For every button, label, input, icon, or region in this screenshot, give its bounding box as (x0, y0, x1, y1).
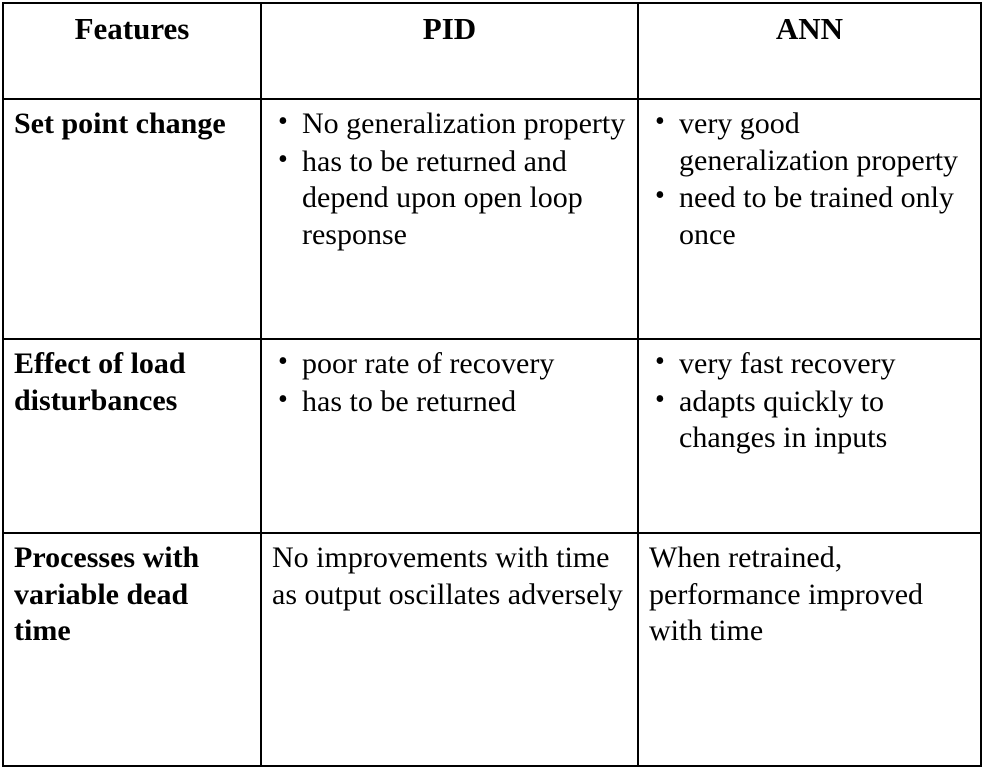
feature-label-set-point-change: Set point change (3, 99, 261, 339)
list-item: • No generalization property (272, 106, 627, 143)
document-page (0, 2, 982, 723)
table-row (3, 533, 981, 766)
bullet-list (649, 346, 970, 457)
pid-cell-set-point-change (261, 99, 638, 339)
column-header-pid: PID (261, 3, 638, 99)
pid-cell-processes-with-variable-dead-time (261, 533, 638, 766)
list-item: • adapts quickly to changes in inputs (649, 384, 970, 457)
ann-cell-set-point-change (638, 99, 981, 339)
table-header-row (3, 3, 981, 99)
list-item: • has to be returned and depend upon open loop response (272, 144, 627, 254)
comparison-table (2, 2, 982, 767)
list-item: • has to be returned (272, 384, 627, 421)
ann-cell-effect-of-load-disturbances (638, 339, 981, 533)
feature-label-effect-of-load-disturbances: Effect of load disturbances (3, 339, 261, 533)
list-item: • very fast recovery (649, 346, 970, 383)
column-header-ann: ANN (638, 3, 981, 99)
ann-cell-processes-with-variable-dead-time (638, 533, 981, 766)
pid-cell-effect-of-load-disturbances (261, 339, 638, 533)
table-row (3, 99, 981, 339)
table-body (3, 99, 981, 766)
column-header-features: Features (3, 3, 261, 99)
table-header (3, 3, 981, 99)
cell-text: No improvements with time as output oscillates adversely (272, 541, 623, 611)
cell-text: When retrained, performance improved with time (649, 541, 924, 648)
list-item: • very good generalization property (649, 106, 970, 179)
feature-label-processes-with-variable-dead-time: Processes with variable dead time (3, 533, 261, 766)
list-item: • need to be trained only once (649, 180, 970, 253)
list-item: • poor rate of recovery (272, 346, 627, 383)
table-row (3, 339, 981, 533)
bullet-list (272, 106, 627, 253)
bullet-list (272, 346, 627, 420)
bullet-list (649, 106, 970, 253)
